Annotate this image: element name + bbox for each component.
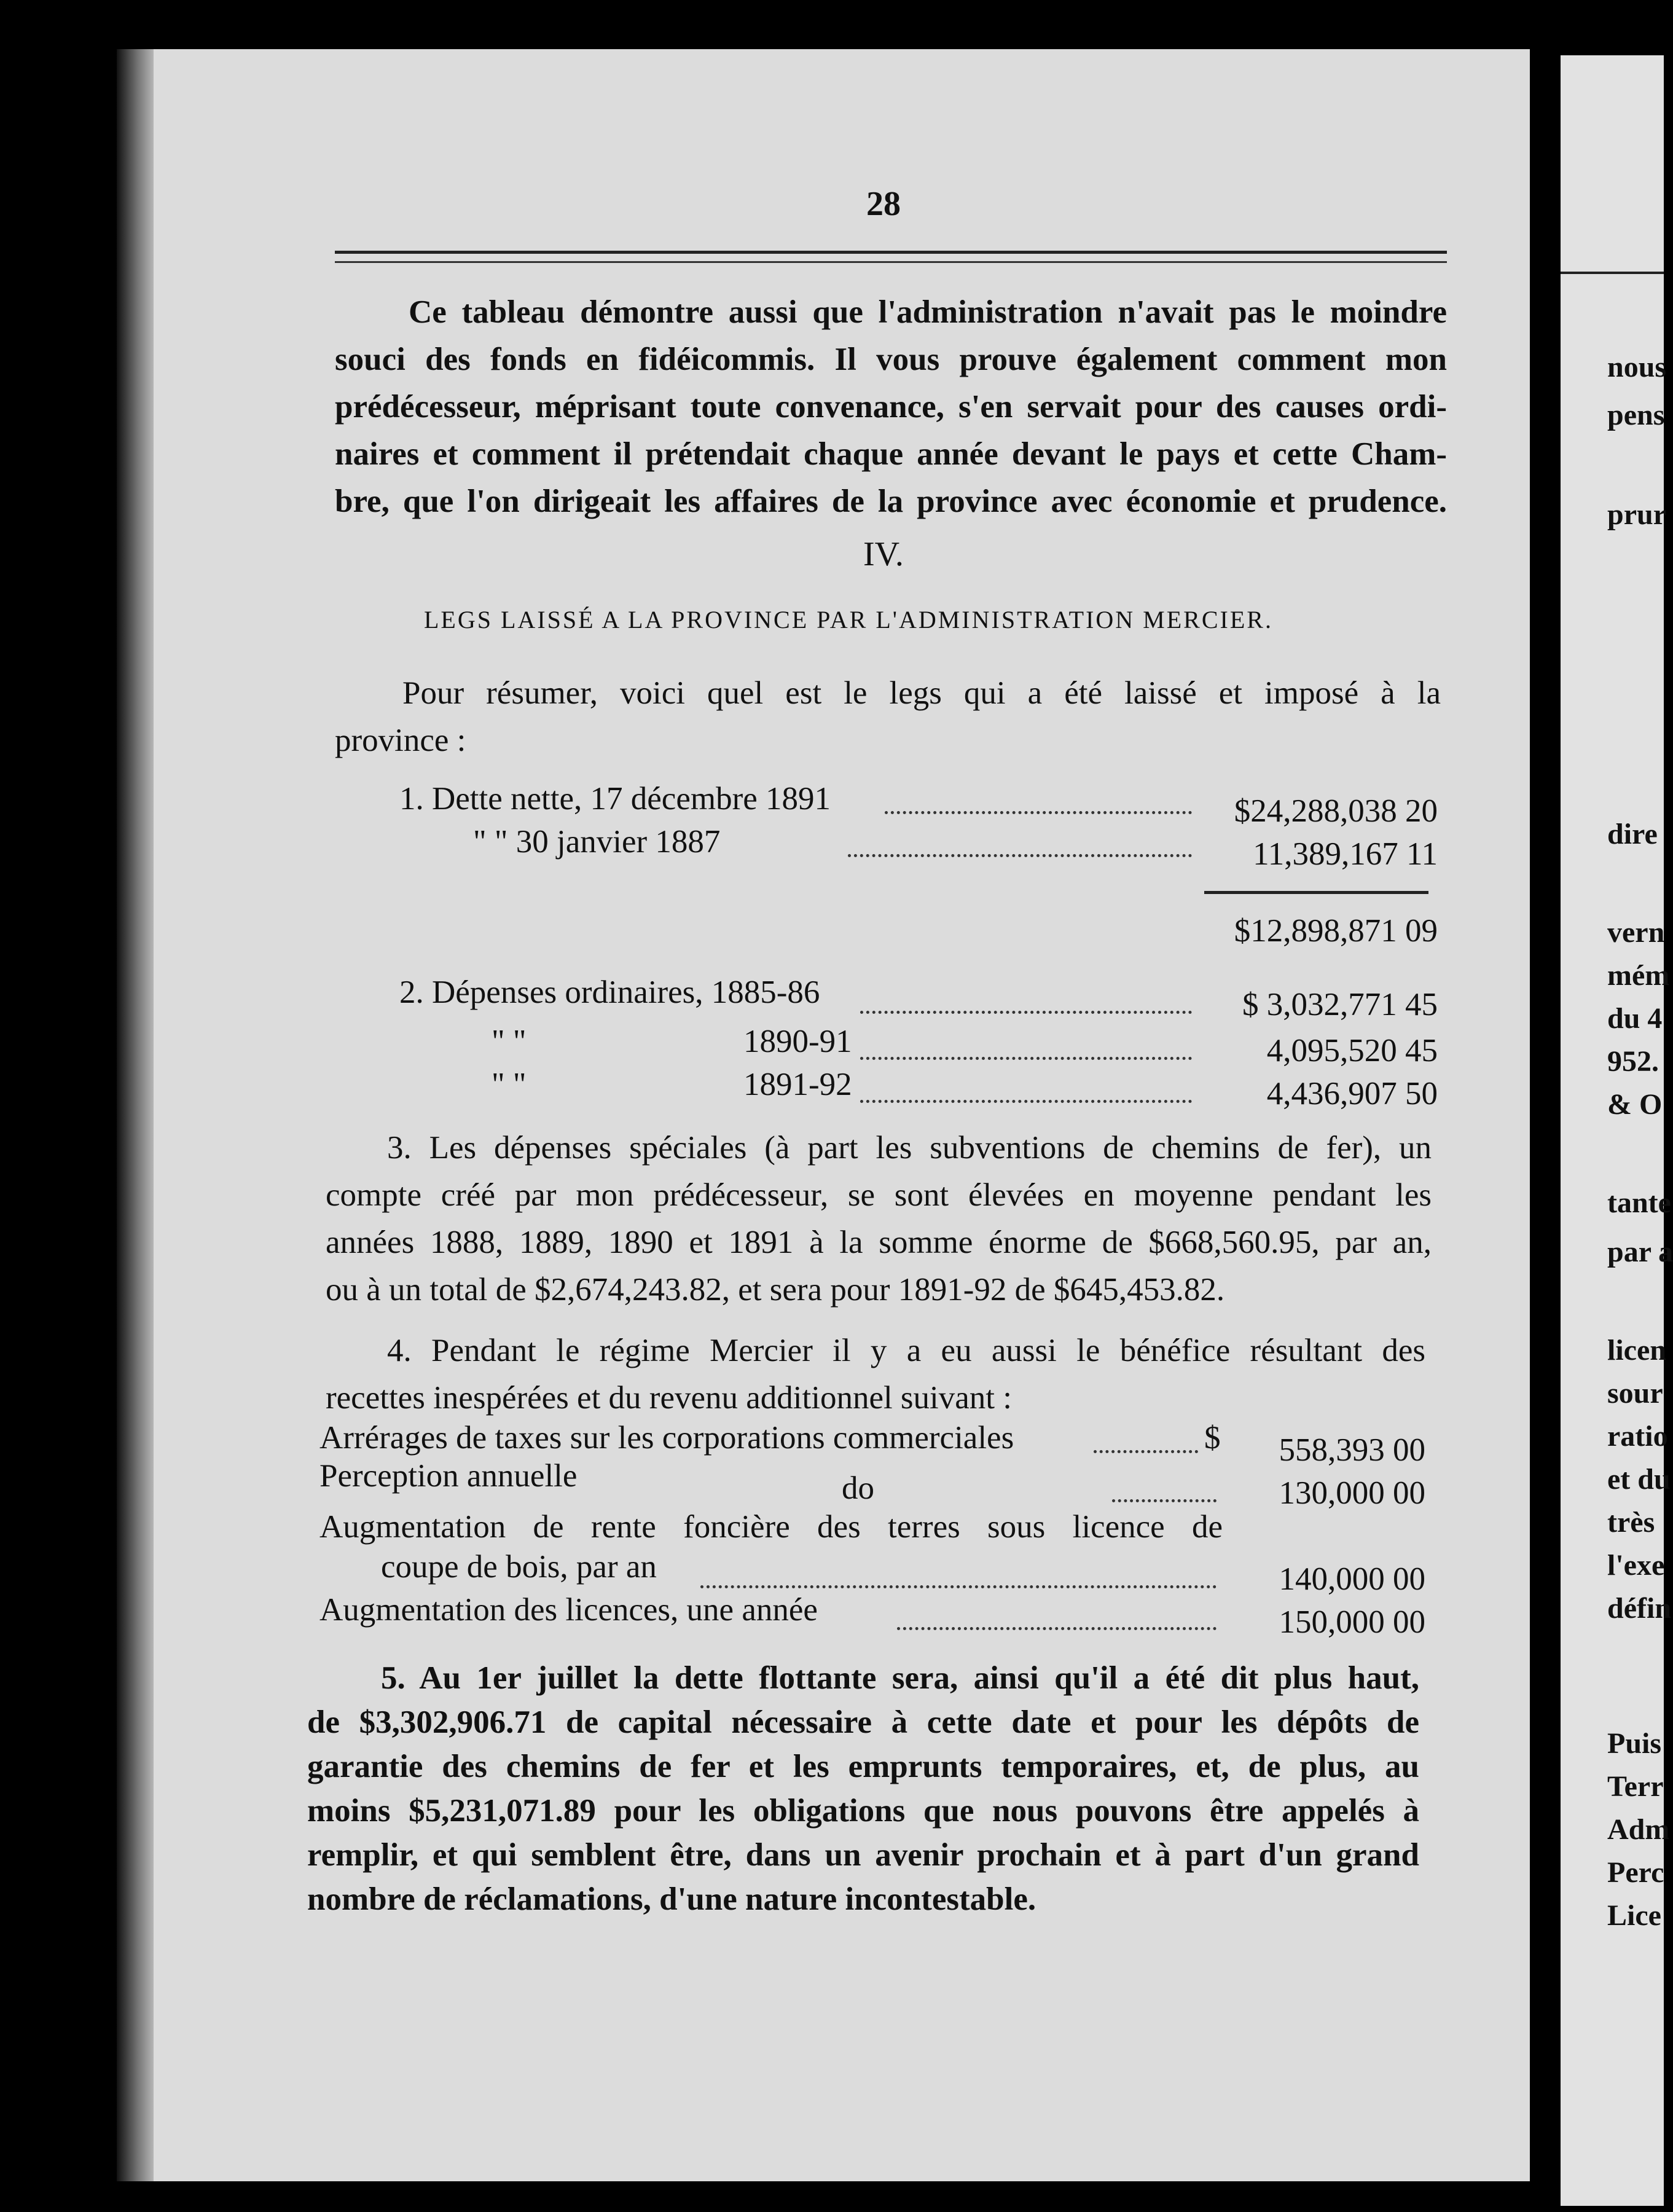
debt-amount-1: $24,288,038 20 (1234, 793, 1438, 829)
facing-page-word: très (1607, 1506, 1655, 1539)
facing-page-word: tante (1607, 1186, 1671, 1219)
revenue-amount-4: 150,000 00 (1279, 1604, 1425, 1640)
text-line: 4. Pendant le régime Mercier il y a eu aussi le bénéfice résultant des (387, 1333, 1425, 1368)
text-line: années 1888, 1889, 1890 et 1891 à la somme énorme de $668,560.95, par an, (326, 1225, 1432, 1260)
facing-page-word: dire (1607, 818, 1658, 850)
dot-leader (885, 811, 1192, 814)
facing-page-word: Perc (1607, 1856, 1664, 1889)
facing-page-word: par a (1607, 1236, 1673, 1268)
revenue-item-3b: coupe de bois, par an (381, 1549, 657, 1585)
expenses-ditto-2: " " (492, 1024, 527, 1059)
facing-page-word: sour (1607, 1377, 1663, 1410)
facing-page-word: nous (1607, 351, 1667, 383)
revenue-amount-2: 130,000 00 (1279, 1475, 1425, 1511)
text-line: prédécesseur, méprisant toute convenance, s'en servait pour des causes ordi- (335, 389, 1447, 425)
summary-paragraph (335, 670, 1441, 764)
facing-page-word: ratio (1607, 1420, 1668, 1453)
section-number: IV. (863, 535, 904, 573)
dot-leader (860, 1100, 1192, 1103)
intro-paragraph (335, 289, 1447, 525)
debt-label-1: 1. Dette nette, 17 décembre 1891 (399, 781, 831, 817)
expenses-label-1: 2. Dépenses ordinaires, 1885-86 (399, 975, 820, 1010)
dot-leader (848, 854, 1192, 857)
text-line: naires et comment il prétendait chaque année devant le pays et cette Cham- (335, 436, 1447, 472)
expenses-amount-1: $ 3,032,771 45 (1242, 987, 1438, 1022)
text-line: remplir, et qui semblent être, dans un avenir prochain et à part d'un grand (307, 1837, 1419, 1873)
facing-page-word: Puis (1607, 1727, 1662, 1760)
facing-page-word: mém (1607, 959, 1670, 992)
special-expenses-paragraph (326, 1124, 1432, 1314)
text-line: souci des fonds en fidéicommis. Il vous prouve également comment mon (335, 342, 1447, 377)
expenses-amount-2: 4,095,520 45 (1266, 1033, 1438, 1069)
text-line: nombre de réclamations, d'une nature incontestable. (307, 1881, 1036, 1917)
facing-page-word: Lice (1607, 1899, 1661, 1932)
revenue-dollar-sign: $ (1204, 1420, 1221, 1456)
revenue-ditto: do (842, 1470, 874, 1506)
header-rule (335, 251, 1447, 254)
expenses-ditto-3: " " (492, 1067, 527, 1102)
facing-page-word: Adm (1607, 1813, 1670, 1846)
facing-page-word: prur (1607, 498, 1666, 531)
page-number: 28 (866, 185, 901, 223)
facing-page-word: l'exe (1607, 1549, 1665, 1582)
facing-page-word: pens (1607, 399, 1665, 431)
facing-page-word: & O (1607, 1088, 1663, 1121)
facing-page-word: et du (1607, 1463, 1671, 1496)
floating-debt-paragraph (307, 1656, 1419, 1921)
dot-leader (1094, 1450, 1198, 1453)
debt-label-2: " " 30 janvier 1887 (473, 824, 721, 860)
text-line: Ce tableau démontre aussi que l'administration n'avait pas le moindre (409, 294, 1447, 330)
text-line: recettes inespérées et du revenu additionnel suivant : (326, 1380, 1013, 1416)
facing-page-fragment (1561, 55, 1673, 2206)
text-line: province : (335, 723, 466, 758)
text-line: bre, que l'on dirigeait les affaires de la province avec économie et prudence. (335, 484, 1447, 519)
text-line: 5. Au 1er juillet la dette flottante sera, ainsi qu'il a été dit plus haut, (381, 1660, 1419, 1696)
text-line: compte créé par mon prédécesseur, se sont élevées en moyenne pendant les (326, 1177, 1432, 1213)
debt-amount-2: 11,389,167 11 (1253, 836, 1438, 872)
header-rule-thin (335, 261, 1447, 263)
expenses-year-2: 1890-91 (743, 1024, 852, 1059)
facing-page-word: vern (1607, 916, 1665, 949)
text-line: garantie des chemins de fer et les emprunts temporaires, et, de plus, au (307, 1749, 1419, 1784)
facing-page-word: 952. (1607, 1045, 1659, 1078)
dot-leader (860, 1057, 1192, 1060)
facing-page-word: licen (1607, 1334, 1666, 1367)
debt-total: $12,898,871 09 (1234, 913, 1438, 949)
facing-page-rule (1561, 272, 1664, 274)
text-line: moins $5,231,071.89 pour les obligations que nous pouvons être appelés à (307, 1793, 1419, 1829)
sum-rule (1204, 891, 1428, 894)
regime-paragraph (326, 1327, 1425, 1422)
facing-page-word: défin (1607, 1592, 1672, 1625)
revenue-item-4: Augmentation des licences, une année (319, 1592, 818, 1628)
revenue-amount-3: 140,000 00 (1279, 1561, 1425, 1597)
dot-leader (1112, 1499, 1217, 1502)
dot-leader (860, 1011, 1192, 1014)
text-line: ou à un total de $2,674,243.82, et sera pour 1891-92 de $645,453.82. (326, 1272, 1225, 1308)
revenue-item-2: Perception annuelle (319, 1458, 578, 1494)
section-title: LEGS LAISSÉ A LA PROVINCE PAR L'ADMINISTRATION MERCIER. (424, 606, 1273, 633)
revenue-amount-1: 558,393 00 (1279, 1432, 1425, 1468)
expenses-amount-3: 4,436,907 50 (1266, 1076, 1438, 1112)
dot-leader (700, 1585, 1217, 1588)
expenses-year-3: 1891-92 (743, 1067, 852, 1102)
text-line: 3. Les dépenses spéciales (à part les subventions de chemins de fer), un (387, 1130, 1432, 1166)
text-line: de $3,302,906.71 de capital nécessaire à cette date et pour les dépôts de (307, 1704, 1419, 1740)
facing-page-word: Terr (1607, 1770, 1664, 1803)
revenue-item-1: Arrérages de taxes sur les corporations commerciales (319, 1420, 1014, 1456)
facing-page-word: du 4 (1607, 1002, 1663, 1035)
revenue-item-3a: Augmentation de rente foncière des terres sous licence de (319, 1509, 1223, 1545)
dot-leader (897, 1627, 1217, 1630)
text-line: Pour résumer, voici quel est le legs qui a été laissé et imposé à la (402, 675, 1441, 711)
